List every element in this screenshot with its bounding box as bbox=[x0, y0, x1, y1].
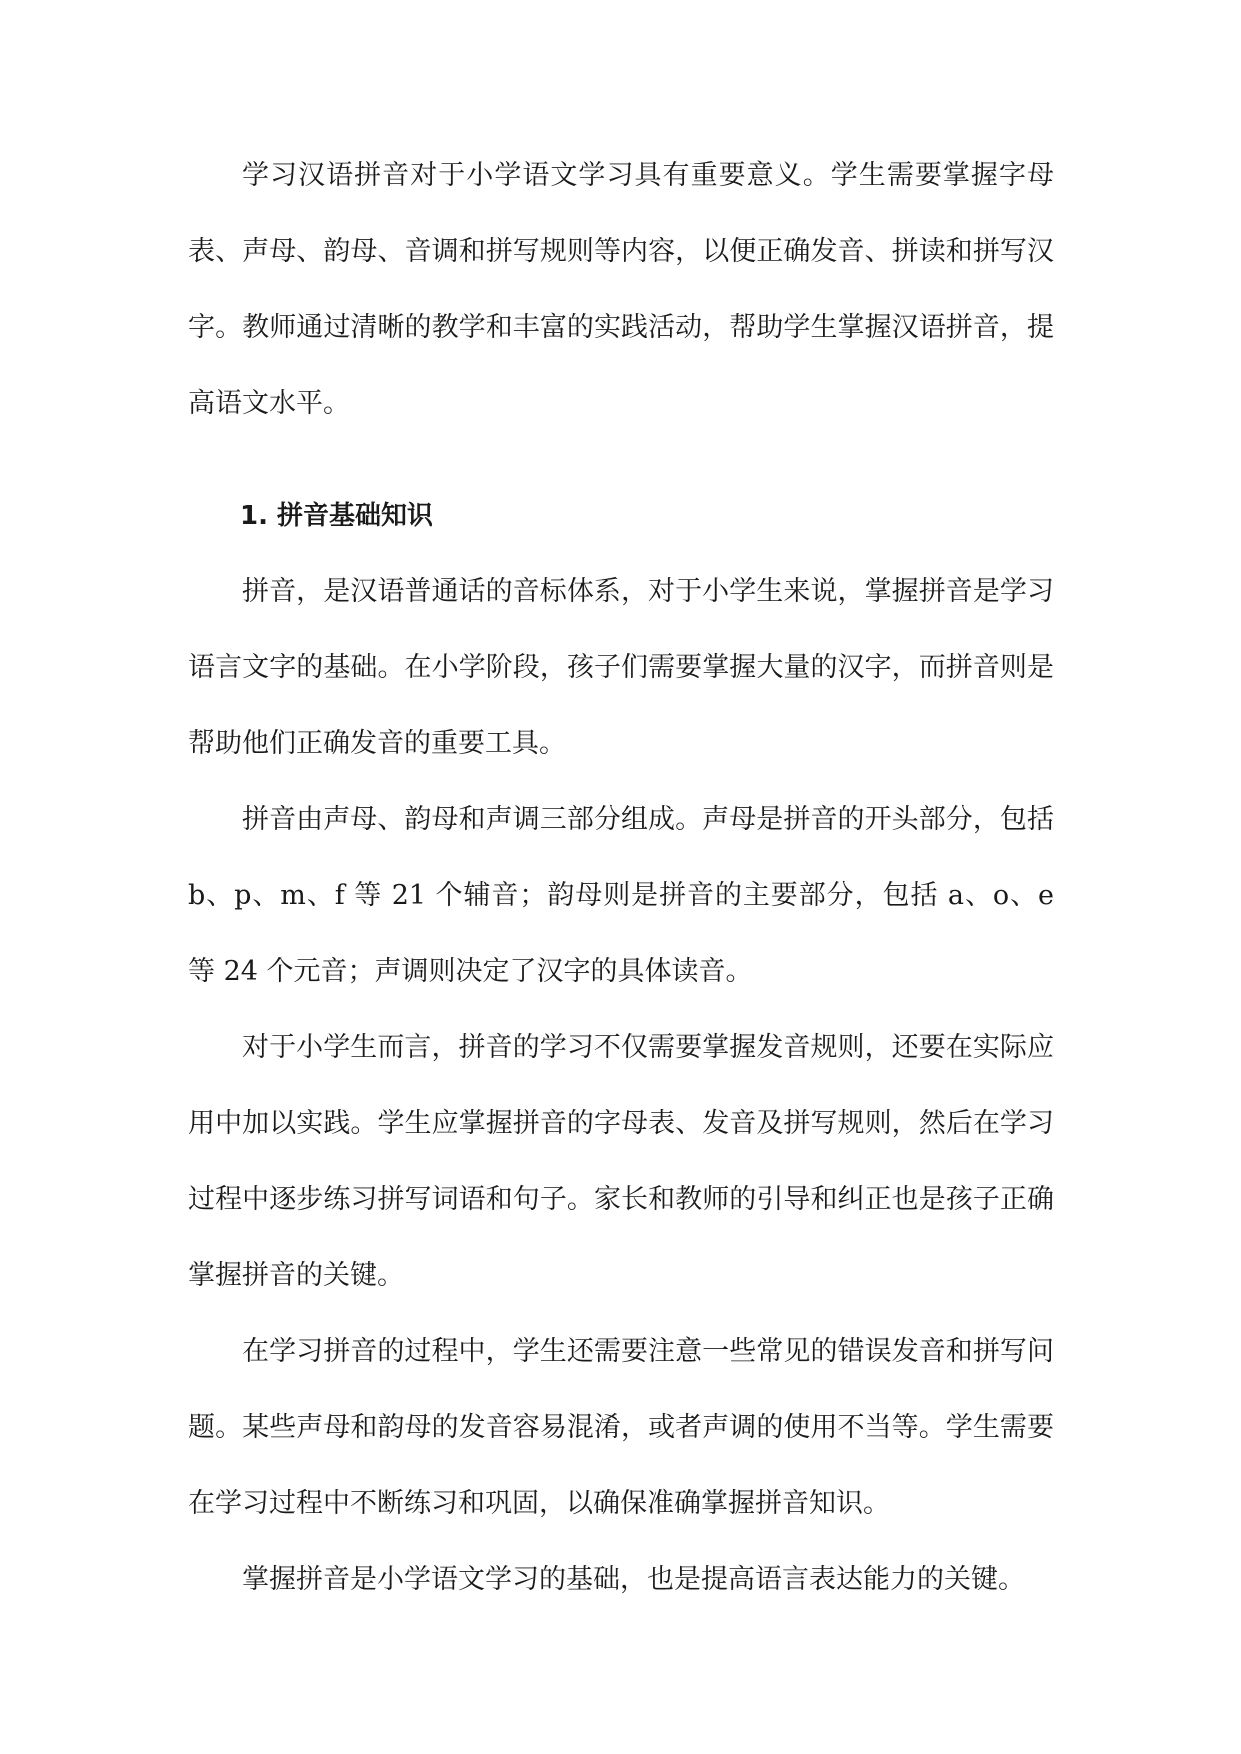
body-paragraph-5: 掌握拼音是小学语文学习的基础，也是提高语言表达能力的关键。 bbox=[242, 1564, 1025, 1595]
intro-paragraph: 学习汉语拼音对于小学语文学习具有重要意义。学生需要掌握字母表、声母、韵母、音调和拼写规则等内容，以便正确发音、拼读和拼写汉字。教师通过清晰的教学和丰富的实践活动，帮助学生掌握汉语拼音，提高语文水平。 bbox=[188, 160, 1054, 419]
body-paragraph-4: 在学习拼音的过程中，学生还需要注意一些常见的错误发音和拼写问题。某些声母和韵母的发音容易混淆，或者声调的使用不当等。学生需要在学习过程中不断练习和巩固，以确保准确掌握拼音知识。 bbox=[188, 1336, 1054, 1519]
body-paragraph-1: 拼音，是汉语普通话的音标体系，对于小学生来说，掌握拼音是学习语言文字的基础。在小学阶段，孩子们需要掌握大量的汉字，而拼音则是帮助他们正确发音的重要工具。 bbox=[188, 576, 1054, 759]
document-body bbox=[188, 138, 1054, 1618]
section-heading: 1. 拼音基础知识 bbox=[240, 501, 434, 531]
body-paragraph-2: 拼音由声母、韵母和声调三部分组成。声母是拼音的开头部分，包括 b、p、m、f 等 21 个辅音；韵母则是拼音的主要部分，包括 a、o、e 等 24 个元音；声调则决定了汉字的具体读音。 bbox=[188, 804, 1054, 987]
body-paragraph-3: 对于小学生而言，拼音的学习不仅需要掌握发音规则，还要在实际应用中加以实践。学生应掌握拼音的字母表、发音及拼写规则，然后在学习过程中逐步练习拼写词语和句子。家长和教师的引导和纠正也是孩子正确掌握拼音的关键。 bbox=[188, 1032, 1054, 1291]
